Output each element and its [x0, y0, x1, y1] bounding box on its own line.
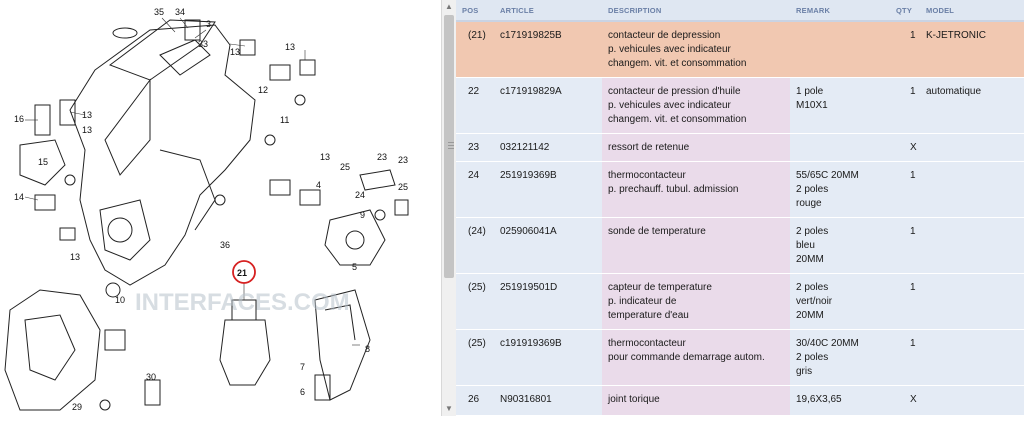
header-remark[interactable]: REMARK: [790, 0, 890, 21]
svg-text:4: 4: [316, 180, 322, 190]
cell-description: thermocontacteur p. prechauff. tubul. admission: [602, 161, 790, 217]
svg-text:23: 23: [398, 155, 409, 165]
table-row[interactable]: [456, 133, 1024, 161]
cell-model: automatique: [920, 77, 1024, 133]
cell-article: N90316801: [494, 385, 602, 415]
table-row[interactable]: [456, 329, 1024, 385]
svg-text:9: 9: [360, 210, 366, 220]
vertical-scrollbar[interactable]: [441, 0, 456, 416]
cell-description: sonde de temperature: [602, 217, 790, 273]
cell-model: [920, 329, 1024, 385]
watermark: INTERFACES.COM: [135, 289, 350, 316]
svg-text:13: 13: [70, 252, 81, 262]
svg-text:29: 29: [72, 402, 83, 412]
cell-article: 025906041A: [494, 217, 602, 273]
cell-remark: [790, 21, 890, 77]
svg-text:13: 13: [320, 152, 331, 162]
cell-pos: (21): [456, 21, 494, 77]
svg-text:11: 11: [280, 115, 290, 125]
table-row[interactable]: [456, 385, 1024, 415]
cell-description: ressort de retenue: [602, 133, 790, 161]
cell-model: [920, 273, 1024, 329]
cell-model: [920, 133, 1024, 161]
svg-text:33: 33: [198, 39, 209, 49]
cell-qty: 1: [890, 273, 920, 329]
svg-text:15: 15: [38, 157, 49, 167]
svg-text:13: 13: [285, 42, 296, 52]
svg-text:13: 13: [230, 47, 241, 57]
parts-diagram[interactable]: [0, 0, 440, 416]
header-description[interactable]: DESCRIPTION: [602, 0, 790, 21]
svg-text:35: 35: [154, 7, 165, 17]
cell-article: 032121142: [494, 133, 602, 161]
svg-text:23: 23: [377, 152, 388, 162]
svg-text:13: 13: [82, 110, 93, 120]
header-model[interactable]: MODEL: [920, 0, 1024, 21]
svg-text:3: 3: [206, 19, 212, 29]
cell-qty: 1: [890, 77, 920, 133]
cell-description: capteur de temperature p. indicateur de temperature d'eau: [602, 273, 790, 329]
cell-pos: (24): [456, 217, 494, 273]
svg-text:36: 36: [220, 240, 231, 250]
cell-article: 251919501D: [494, 273, 602, 329]
table-row[interactable]: [456, 273, 1024, 329]
engine-exploded-view: [0, 0, 440, 416]
cell-qty: X: [890, 133, 920, 161]
cell-pos: 26: [456, 385, 494, 415]
cell-pos: (25): [456, 273, 494, 329]
cell-article: c171919829A: [494, 77, 602, 133]
table-row-selected[interactable]: [456, 21, 1024, 77]
cell-remark: [790, 133, 890, 161]
scroll-down-arrow-icon[interactable]: ▼: [445, 404, 453, 413]
cell-model: [920, 385, 1024, 415]
cell-remark: 2 poles vert/noir 20MM: [790, 273, 890, 329]
svg-text:16: 16: [14, 114, 25, 124]
cell-description: contacteur de depression p. vehicules avec indicateur changem. vit. et consommation: [602, 21, 790, 77]
table-header-row: [456, 0, 1024, 21]
cell-qty: 1: [890, 329, 920, 385]
cell-pos: 23: [456, 133, 494, 161]
svg-text:7: 7: [300, 362, 306, 372]
svg-text:13: 13: [82, 125, 93, 135]
table-row[interactable]: [456, 77, 1024, 133]
parts-table-panel: [456, 0, 1024, 416]
scrollbar-thumb[interactable]: [444, 15, 454, 278]
cell-remark: 1 pole M10X1: [790, 77, 890, 133]
cell-description: contacteur de pression d'huile p. vehicules avec indicateur changem. vit. et consommation: [602, 77, 790, 133]
svg-text:8: 8: [365, 344, 371, 354]
cell-model: K-JETRONIC: [920, 21, 1024, 77]
callout-labels: [14, 7, 408, 412]
cell-article: c191919369B: [494, 329, 602, 385]
cell-pos: (25): [456, 329, 494, 385]
cell-pos: 22: [456, 77, 494, 133]
header-qty[interactable]: QTY: [890, 0, 920, 21]
cell-description: joint torique: [602, 385, 790, 415]
cell-qty: 1: [890, 21, 920, 77]
header-pos[interactable]: POS: [456, 0, 494, 21]
parts-table: [456, 0, 1024, 416]
svg-text:24: 24: [355, 190, 366, 200]
cell-qty: 1: [890, 161, 920, 217]
cell-model: [920, 217, 1024, 273]
cell-pos: 24: [456, 161, 494, 217]
svg-text:5: 5: [352, 262, 358, 272]
table-row[interactable]: [456, 217, 1024, 273]
svg-text:25: 25: [398, 182, 409, 192]
cell-qty: X: [890, 385, 920, 415]
svg-text:34: 34: [175, 7, 186, 17]
table-row[interactable]: [456, 161, 1024, 217]
svg-text:25: 25: [340, 162, 351, 172]
svg-text:12: 12: [258, 85, 269, 95]
cell-article: c171919825B: [494, 21, 602, 77]
svg-text:6: 6: [300, 387, 306, 397]
svg-text:10: 10: [115, 295, 126, 305]
cell-model: [920, 161, 1024, 217]
cell-remark: 19,6X3,65: [790, 385, 890, 415]
scroll-up-arrow-icon[interactable]: ▲: [445, 2, 453, 11]
svg-text:30: 30: [146, 372, 157, 382]
svg-text:21: 21: [237, 268, 248, 278]
cell-remark: 2 poles bleu 20MM: [790, 217, 890, 273]
cell-article: 251919369B: [494, 161, 602, 217]
cell-remark: 30/40C 20MM 2 poles gris: [790, 329, 890, 385]
cell-qty: 1: [890, 217, 920, 273]
cell-description: thermocontacteur pour commande demarrage autom.: [602, 329, 790, 385]
header-article[interactable]: ARTICLE: [494, 0, 602, 21]
svg-text:14: 14: [14, 192, 25, 202]
cell-remark: 55/65C 20MM 2 poles rouge: [790, 161, 890, 217]
